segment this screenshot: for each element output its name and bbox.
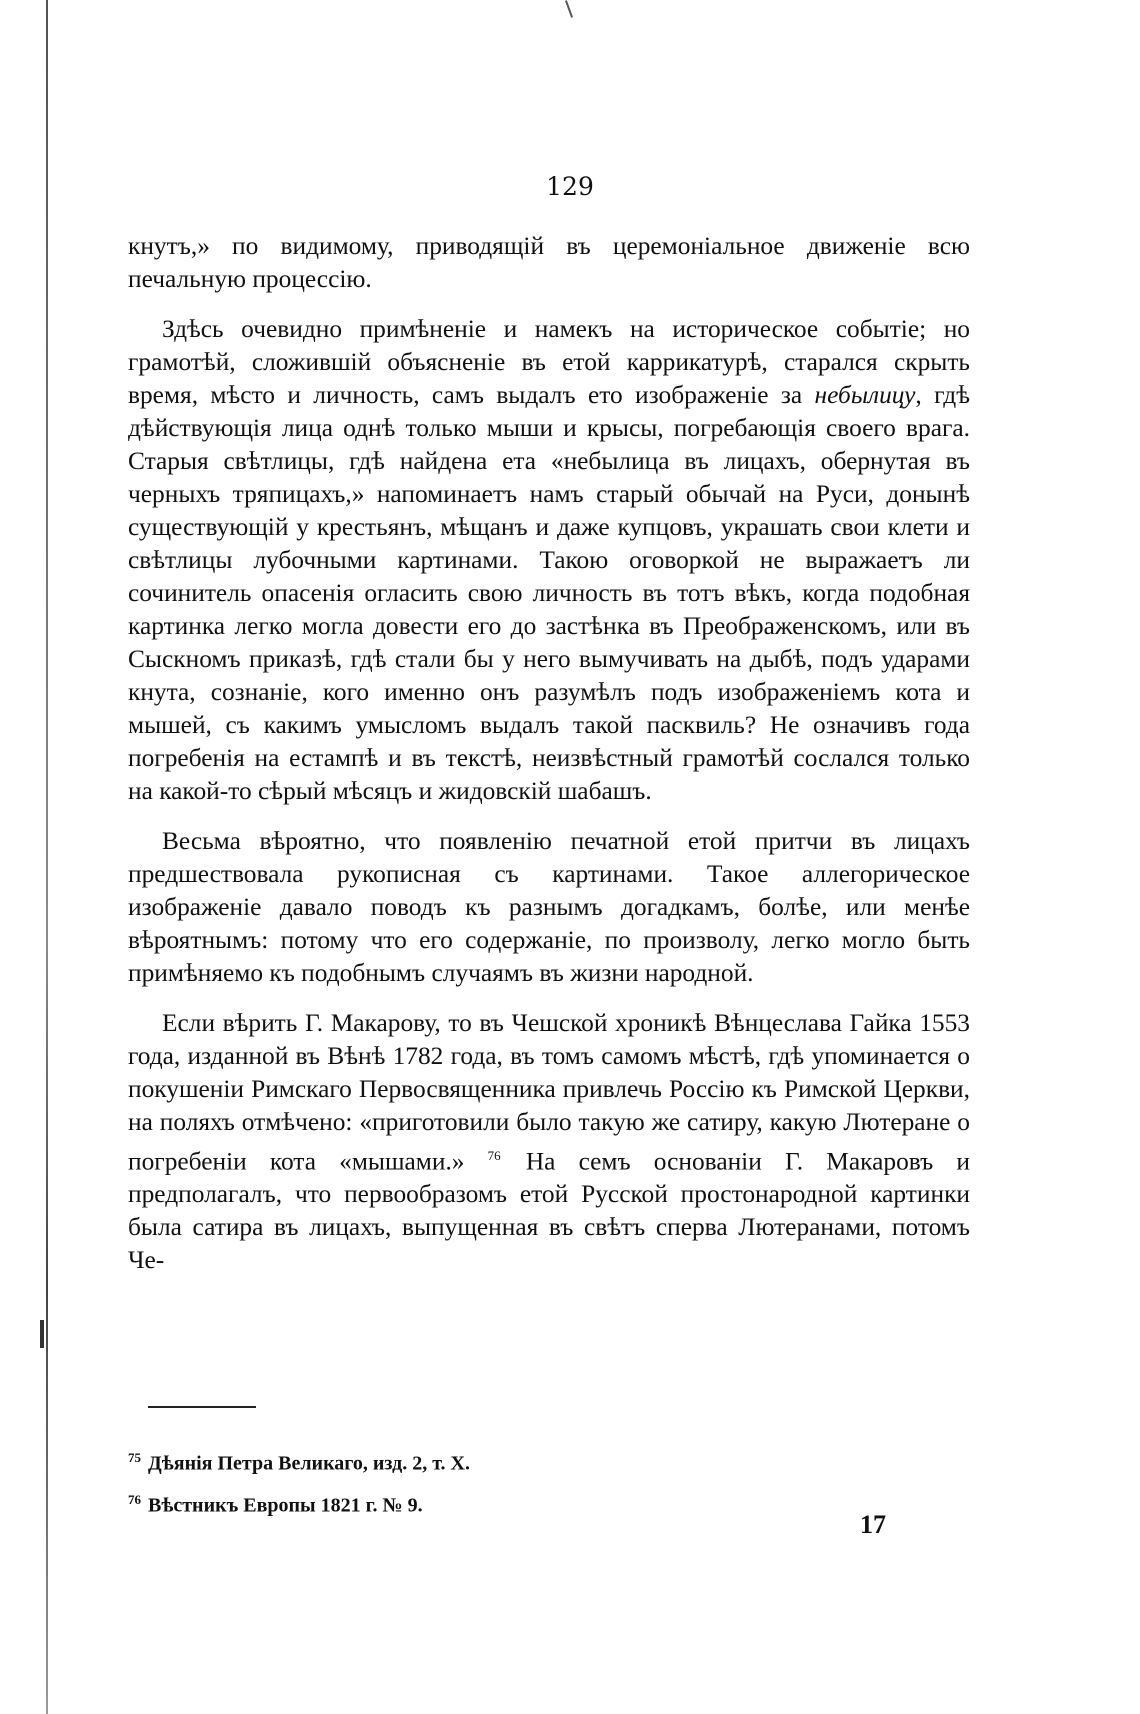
footnote-75-text: Дѣянія Петра Великаго, изд. 2, т. X.	[148, 1452, 470, 1475]
paragraph-1-text: кнутъ,» по видимому, приводящій въ церемоніальное движеніе всю печальную процессію.	[128, 232, 970, 293]
scan-edge-mark	[40, 1320, 44, 1348]
paragraph-4-text-before: Если вѣрить Г. Макарову, то въ Чешской хроникѣ Вѣнцеслава Гайка 1553 года, изданной въ Вѣнѣ 1782 года, въ томъ самомъ мѣстѣ, гдѣ упоминается о покушеніи Римскаго Первосвященника привлечь Россію къ Римской Церкви, на поляхъ отмѣчено: «приготовили было такую же сатиру, какую Лютеране о погребеніи кота «мышами.»	[128, 1009, 970, 1176]
paragraph-4	[128, 1007, 970, 1277]
footnote-divider	[148, 1406, 256, 1408]
main-text	[128, 230, 970, 1294]
scan-top-mark	[565, 0, 573, 18]
footnote-75	[128, 1440, 928, 1482]
footnote-76-mark: 76	[128, 1491, 141, 1507]
footnotes	[128, 1440, 928, 1523]
printer-signature: 17	[860, 1510, 886, 1539]
footnote-76	[128, 1482, 928, 1524]
paragraph-4-text-after: На семъ основаніи Г. Макаровъ и предполагалъ, что первообразомъ етой Русской простонародной картинки была сатира въ лицахъ, выпущенная въ свѣтъ сперва Лютеранами, потомъ Че-	[128, 1147, 970, 1275]
paragraph-2-text-after: , гдѣ дѣйствующія лица однѣ только мыши и крысы, погребающія своего врага. Старыя свѣтлицы, гдѣ найдена ета «небылица въ лицахъ, обернутая въ черныхъ тряпицахъ,» напоминаетъ намъ старый обычай на Руси, донынѣ существующій у крестьянъ, мѣщанъ и даже купцовъ, украшать свои клети и свѣтлицы лубочными картинами. Такою оговоркой не выражаетъ ли сочинитель опасенія огласить свою личность въ тотъ вѣкъ, когда подобная картинка легко могла довести его до застѣнка въ Преображенскомъ, или въ Сыскномъ приказѣ, гдѣ стали бы у него вымучивать на дыбѣ, подъ ударами кнута, сознаніе, кого именно онъ разумѣлъ подъ изображеніемъ кота и мышей, съ какимъ умысломъ выдалъ такой пасквиль? Не означивъ года погребенія на естампѣ и въ текстѣ, неизвѣстный грамотѣй сослался только на какой-то сѣрый мѣсяцъ и жидовскій шабашъ.	[128, 381, 970, 805]
footnote-76-text: Вѣстникъ Европы 1821 г. № 9.	[148, 1494, 423, 1517]
paragraph-3	[128, 825, 970, 990]
paragraph-2	[128, 313, 970, 808]
paragraph-2-text-before: Здѣсь очевидно примѣненіе и намекъ на историческое событіе; но грамотѣй, сложившій объясненіе въ етой каррикатурѣ, старался скрыть время, мѣсто и личность, самъ выдалъ ето изображеніе за	[128, 315, 970, 409]
footnote-reference-76: 76	[487, 1148, 501, 1163]
paragraph-1	[128, 230, 970, 296]
paragraph-2-italic-word: небылицу	[814, 381, 916, 409]
scan-edge-line	[46, 0, 48, 1714]
paragraph-3-text: Весьма вѣроятно, что появленію печатной етой притчи въ лицахъ предшествовала рукописная съ картинами. Такое аллегорическое изображеніе давало поводъ къ разнымъ догадкамъ, болѣе, или менѣе вѣроятнымъ: потому что его содержаніе, по произволу, легко могло быть примѣняемо къ подобнымъ случаямъ въ жизни народной.	[128, 827, 970, 987]
footnote-75-mark: 75	[128, 1450, 141, 1465]
page-number: 129	[546, 172, 594, 201]
